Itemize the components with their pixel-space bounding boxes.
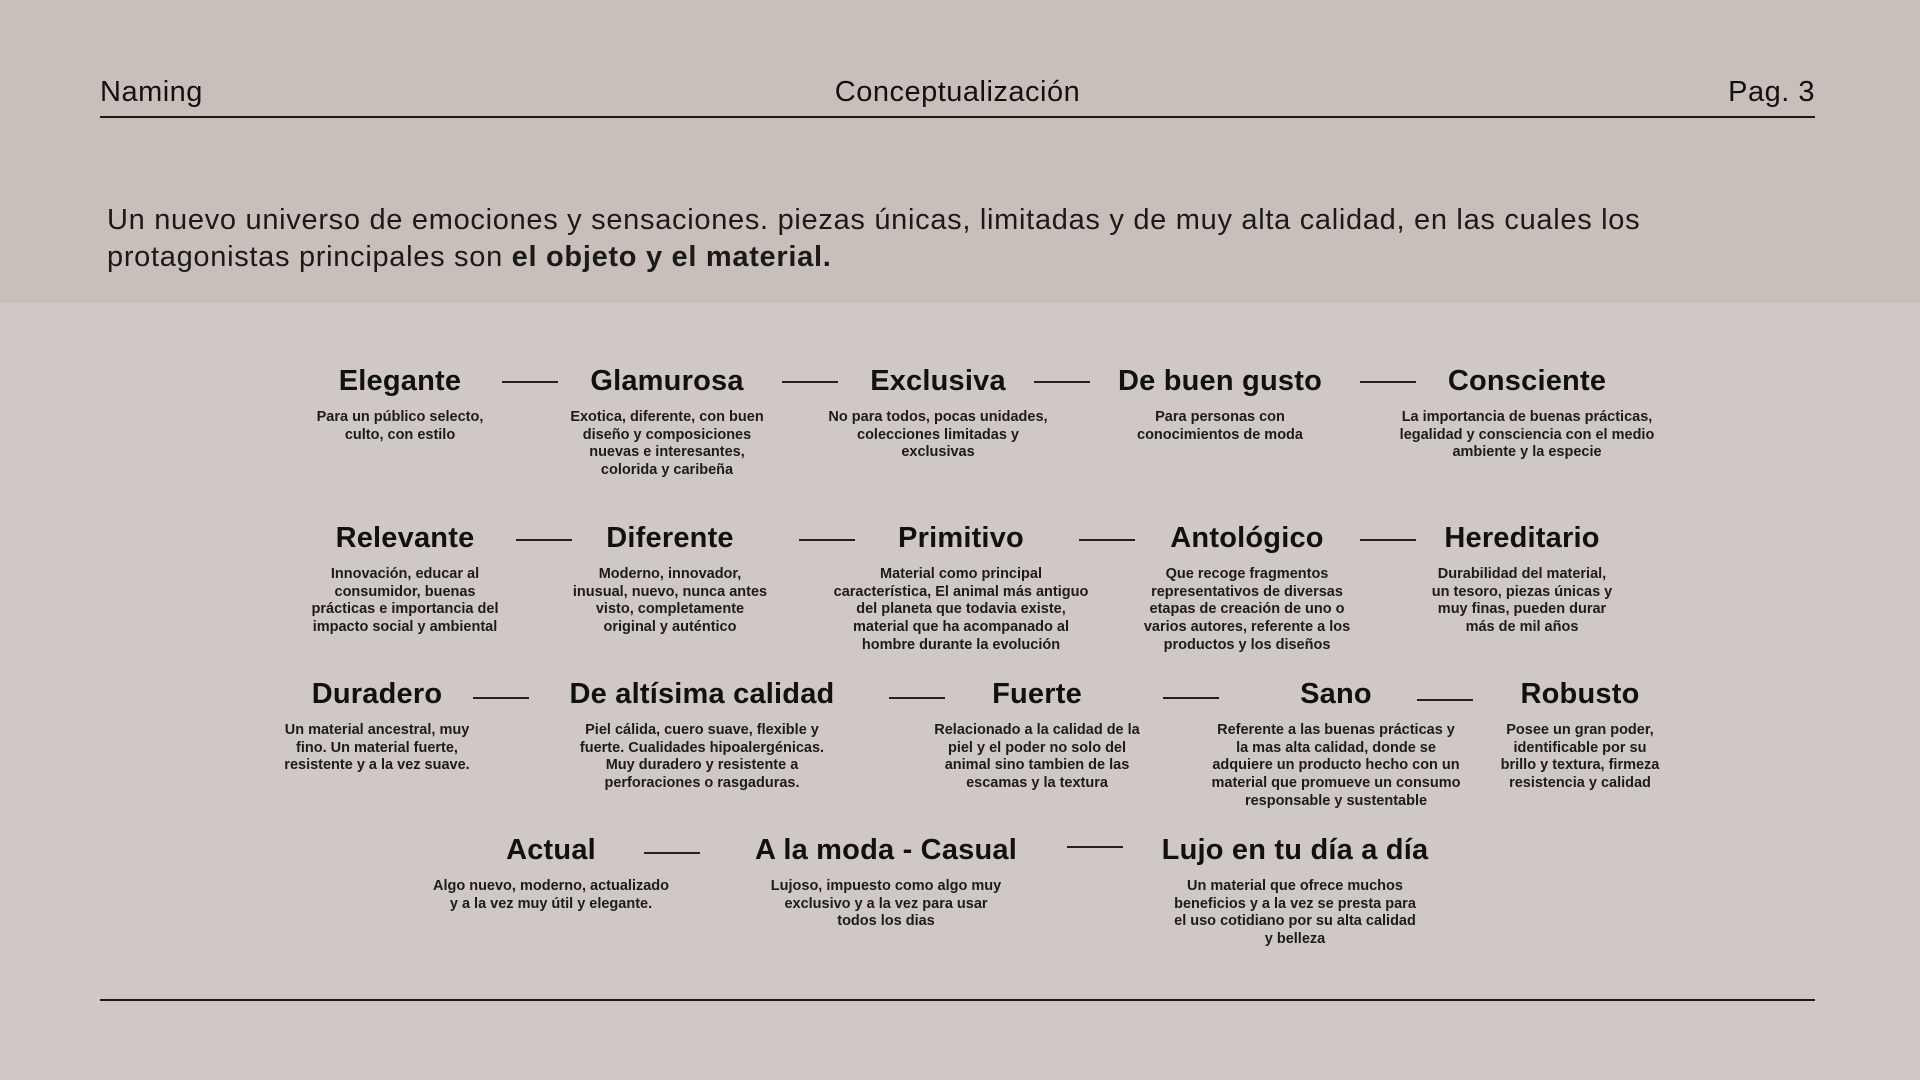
term-title: Relevante bbox=[335, 522, 475, 554]
term-description: Para un público selecto, culto, con estilo bbox=[316, 409, 484, 443]
term-description: Posee un gran poder, identificable por su brillo y textura, firmeza resistencia y calidad bbox=[1500, 722, 1660, 792]
term-description: Piel cálida, cuero suave, flexible y fuerte. Cualidades hipoalergénicas. Muy duradero y resistente a perforaciones o rasgaduras. bbox=[579, 722, 825, 792]
term-description: Referente a las buenas prácticas y la mas alta calidad, donde se adquiere un producto hecho con un material que promueve un consumo responsable y sustentable bbox=[1211, 722, 1461, 809]
term-description: Un material que ofrece muchos beneficios y a la vez se presta para el uso cotidiano por su alta calidad y belleza bbox=[1174, 878, 1416, 948]
term-title: Actual bbox=[506, 834, 596, 866]
connector-line bbox=[502, 381, 558, 383]
term-de-altisima-calidad bbox=[552, 677, 852, 793]
term-description: No para todos, pocas unidades, colecciones limitadas y exclusivas bbox=[828, 409, 1048, 461]
term-title: Primitivo bbox=[898, 522, 1024, 554]
connector-line bbox=[1417, 699, 1473, 701]
connector-line bbox=[644, 852, 700, 854]
term-title: Elegante bbox=[338, 365, 462, 397]
term-title: Hereditario bbox=[1444, 522, 1600, 554]
term-primitivo bbox=[818, 521, 1104, 655]
term-glamurosa bbox=[552, 364, 782, 480]
term-consciente bbox=[1382, 364, 1672, 462]
section-label: Naming bbox=[100, 76, 203, 108]
page-number: Pag. 3 bbox=[1728, 76, 1815, 108]
term-title: De buen gusto bbox=[1118, 365, 1322, 397]
term-duradero bbox=[262, 677, 492, 775]
term-title: Duradero bbox=[311, 678, 443, 710]
term-title: Diferente bbox=[606, 522, 734, 554]
term-actual bbox=[411, 833, 691, 913]
term-title: De altísima calidad bbox=[569, 678, 835, 710]
connector-line bbox=[1067, 846, 1123, 848]
term-description: Moderno, innovador, inusual, nuevo, nunca antes visto, completamente original y auténtico bbox=[572, 566, 768, 636]
connector-line bbox=[1034, 381, 1090, 383]
term-exclusiva bbox=[818, 364, 1058, 462]
term-title: Antológico bbox=[1170, 522, 1324, 554]
term-a-la-moda-casual bbox=[736, 833, 1036, 931]
term-title: Exclusiva bbox=[870, 365, 1006, 397]
term-description: Que recoge fragmentos representativos de diversas etapas de creación de uno o varios autores, referente a los productos y los diseños bbox=[1143, 566, 1351, 653]
footer-divider bbox=[100, 999, 1815, 1001]
term-title: Lujo en tu día a día bbox=[1161, 834, 1429, 866]
term-diferente bbox=[560, 521, 780, 637]
term-description: Durabilidad del material, un tesoro, piezas únicas y muy finas, pueden durar más de mil años bbox=[1431, 566, 1613, 636]
term-title: Sano bbox=[1300, 678, 1372, 710]
term-description: La importancia de buenas prácticas, legalidad y consciencia con el medio ambiente y la especie bbox=[1399, 409, 1655, 461]
connector-line bbox=[473, 697, 529, 699]
term-elegante bbox=[300, 364, 500, 444]
term-description: Relacionado a la calidad de la piel y el poder no solo del animal sino tambien de las escamas y la textura bbox=[934, 722, 1140, 792]
term-hereditario bbox=[1412, 521, 1632, 637]
term-description: Para personas con conocimientos de moda bbox=[1137, 409, 1303, 443]
intro-text: Un nuevo universo de emociones y sensaciones. piezas únicas, limitadas y de muy alta calidad, en las cuales los protagonistas principales son bbox=[107, 204, 1641, 273]
connector-line bbox=[1360, 539, 1416, 541]
term-description: Un material ancestral, muy fino. Un material fuerte, resistente y a la vez suave. bbox=[284, 722, 470, 774]
term-description: Innovación, educar al consumidor, buenas prácticas e importancia del impacto social y ambiental bbox=[311, 566, 499, 636]
term-title: Fuerte bbox=[992, 678, 1082, 710]
term-title: Robusto bbox=[1520, 678, 1640, 710]
intro-paragraph bbox=[107, 202, 1827, 276]
term-description: Material como principal característica, El animal más antiguo del planeta que todavia existe, material que ha acompanado al hombre durante la evolución bbox=[833, 566, 1089, 653]
term-title: Glamurosa bbox=[590, 365, 744, 397]
term-description: Algo nuevo, moderno, actualizado y a la vez muy útil y elegante. bbox=[432, 878, 670, 912]
intro-bold: el objeto y el material. bbox=[511, 241, 832, 273]
term-relevante bbox=[290, 521, 520, 637]
page-title: Conceptualización bbox=[834, 76, 1081, 108]
term-fuerte bbox=[917, 677, 1157, 793]
term-lujo-en-tu-dia-a-dia bbox=[1130, 833, 1460, 949]
term-robusto bbox=[1480, 677, 1680, 793]
term-title: A la moda - Casual bbox=[755, 834, 1017, 866]
term-description: Exotica, diferente, con buen diseño y composiciones nuevas e interesantes, colorida y caribeña bbox=[570, 409, 764, 479]
term-antologico bbox=[1132, 521, 1362, 655]
page-header bbox=[100, 74, 1815, 118]
term-sano bbox=[1186, 677, 1486, 811]
term-title: Consciente bbox=[1447, 365, 1607, 397]
term-de-buen-gusto bbox=[1100, 364, 1340, 444]
term-description: Lujoso, impuesto como algo muy exclusivo y a la vez para usar todos los dias bbox=[770, 878, 1002, 930]
connector-line bbox=[1079, 539, 1135, 541]
